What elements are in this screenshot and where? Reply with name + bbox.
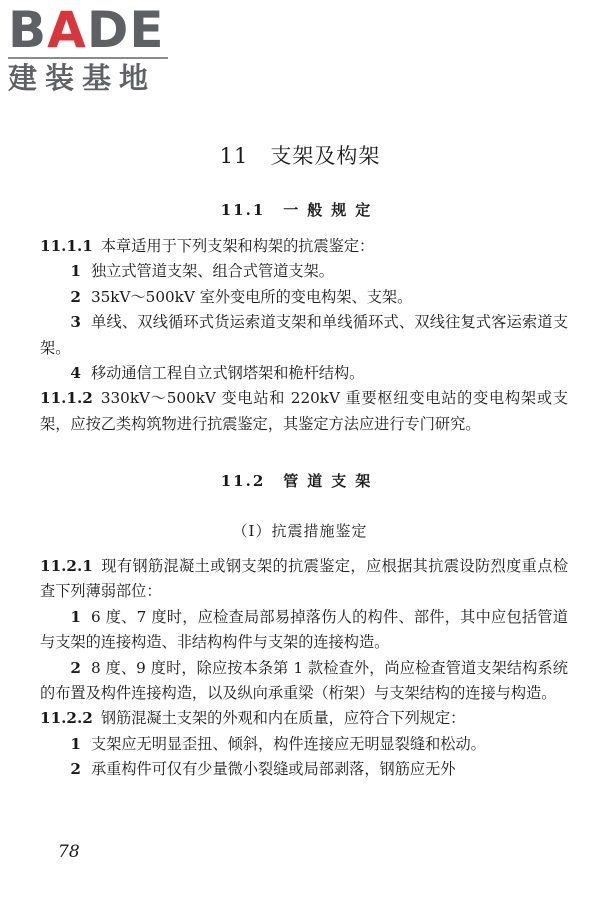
list-item — [40, 732, 568, 757]
article-text: 本章适用于下列支架和构架的抗震鉴定： — [100, 237, 375, 255]
article-11-1-2 — [40, 386, 568, 437]
item-number: 1 — [70, 262, 81, 281]
item-number: 2 — [70, 287, 81, 306]
article-number: 11.1.1 — [40, 237, 93, 255]
item-text: 单线、双线循环式货运索道支架和单线循环式、双线往复式客运索道支架。 — [40, 313, 568, 357]
article-11-1-1 — [40, 234, 568, 259]
article-text: 330kV～500kV 变电站和 220kV 重要枢纽变电站的变电构架或支架，应按乙类构筑物进行抗震鉴定，其鉴定方法应进行专门研究。 — [40, 389, 568, 433]
body-text-block-2 — [40, 554, 568, 783]
item-number: 1 — [70, 607, 81, 626]
item-text: 8 度、9 度时，除应按本条第 1 款检查外，尚应检查管道支架结构系统的布置及构件连接构造，以及纵向承重梁（桁架）与支架结构的连接与构造。 — [40, 658, 568, 703]
item-number: 2 — [70, 658, 81, 677]
body-text-block-1 — [40, 234, 568, 437]
chapter-name: 支架及构架 — [270, 144, 381, 168]
logo-subtitle: 建装基地 — [8, 61, 157, 95]
chapter-number: 11 — [219, 144, 249, 168]
item-number: 1 — [70, 734, 81, 753]
item-number: 3 — [70, 313, 81, 332]
item-text: 支架应无明显歪扭、倾斜，构件连接应无明显裂缝和松动。 — [90, 734, 486, 753]
article-11-2-1 — [40, 554, 568, 605]
subsection-heading: （Ⅰ）抗震措施鉴定 — [232, 522, 368, 540]
logo-wordmark: BADE — [8, 1, 165, 59]
list-item — [40, 757, 568, 782]
publisher-logo — [8, 1, 178, 95]
section-number: 11.2 — [220, 472, 266, 490]
list-item — [40, 361, 568, 386]
page-number: 78 — [58, 842, 80, 862]
list-item — [40, 259, 568, 284]
article-number: 11.1.2 — [40, 389, 93, 408]
article-number: 11.2.2 — [40, 709, 93, 728]
list-item — [40, 605, 568, 656]
section-name: 管道支架 — [283, 472, 380, 490]
item-text: 6 度、7 度时，应检查局部易掉落伤人的构件、部件，其中应包括管道与支架的连接构造、非结构构件与支架的连接构造。 — [40, 607, 568, 652]
list-item — [40, 285, 568, 310]
section-heading-11-2 — [0, 470, 600, 491]
section-name: 一般规定 — [283, 201, 380, 219]
item-text: 35kV～500kV 室外变电所的变电构架、支架。 — [90, 287, 413, 306]
article-number: 11.2.1 — [40, 557, 93, 575]
list-item — [40, 656, 568, 707]
article-text: 现有钢筋混凝土或钢支架的抗震鉴定，应根据其抗震设防烈度重点检查下列薄弱部位： — [40, 557, 568, 601]
item-number: 2 — [70, 760, 81, 779]
section-heading-11-1 — [0, 199, 600, 220]
article-11-2-2 — [40, 706, 568, 731]
item-text: 独立式管道支架、组合式管道支架。 — [90, 262, 334, 281]
item-text: 承重构件可仅有少量微小裂缝或局部剥落，钢筋应无外 — [90, 760, 456, 779]
item-text: 移动通信工程自立式钢塔架和桅杆结构。 — [90, 364, 365, 383]
logo-accent-letter: A — [47, 1, 87, 59]
article-text: 钢筋混凝土支架的外观和内在质量，应符合下列规定： — [100, 709, 466, 728]
list-item — [40, 310, 568, 361]
section-number: 11.1 — [220, 201, 266, 219]
chapter-title — [0, 140, 600, 170]
item-number: 4 — [70, 364, 81, 383]
